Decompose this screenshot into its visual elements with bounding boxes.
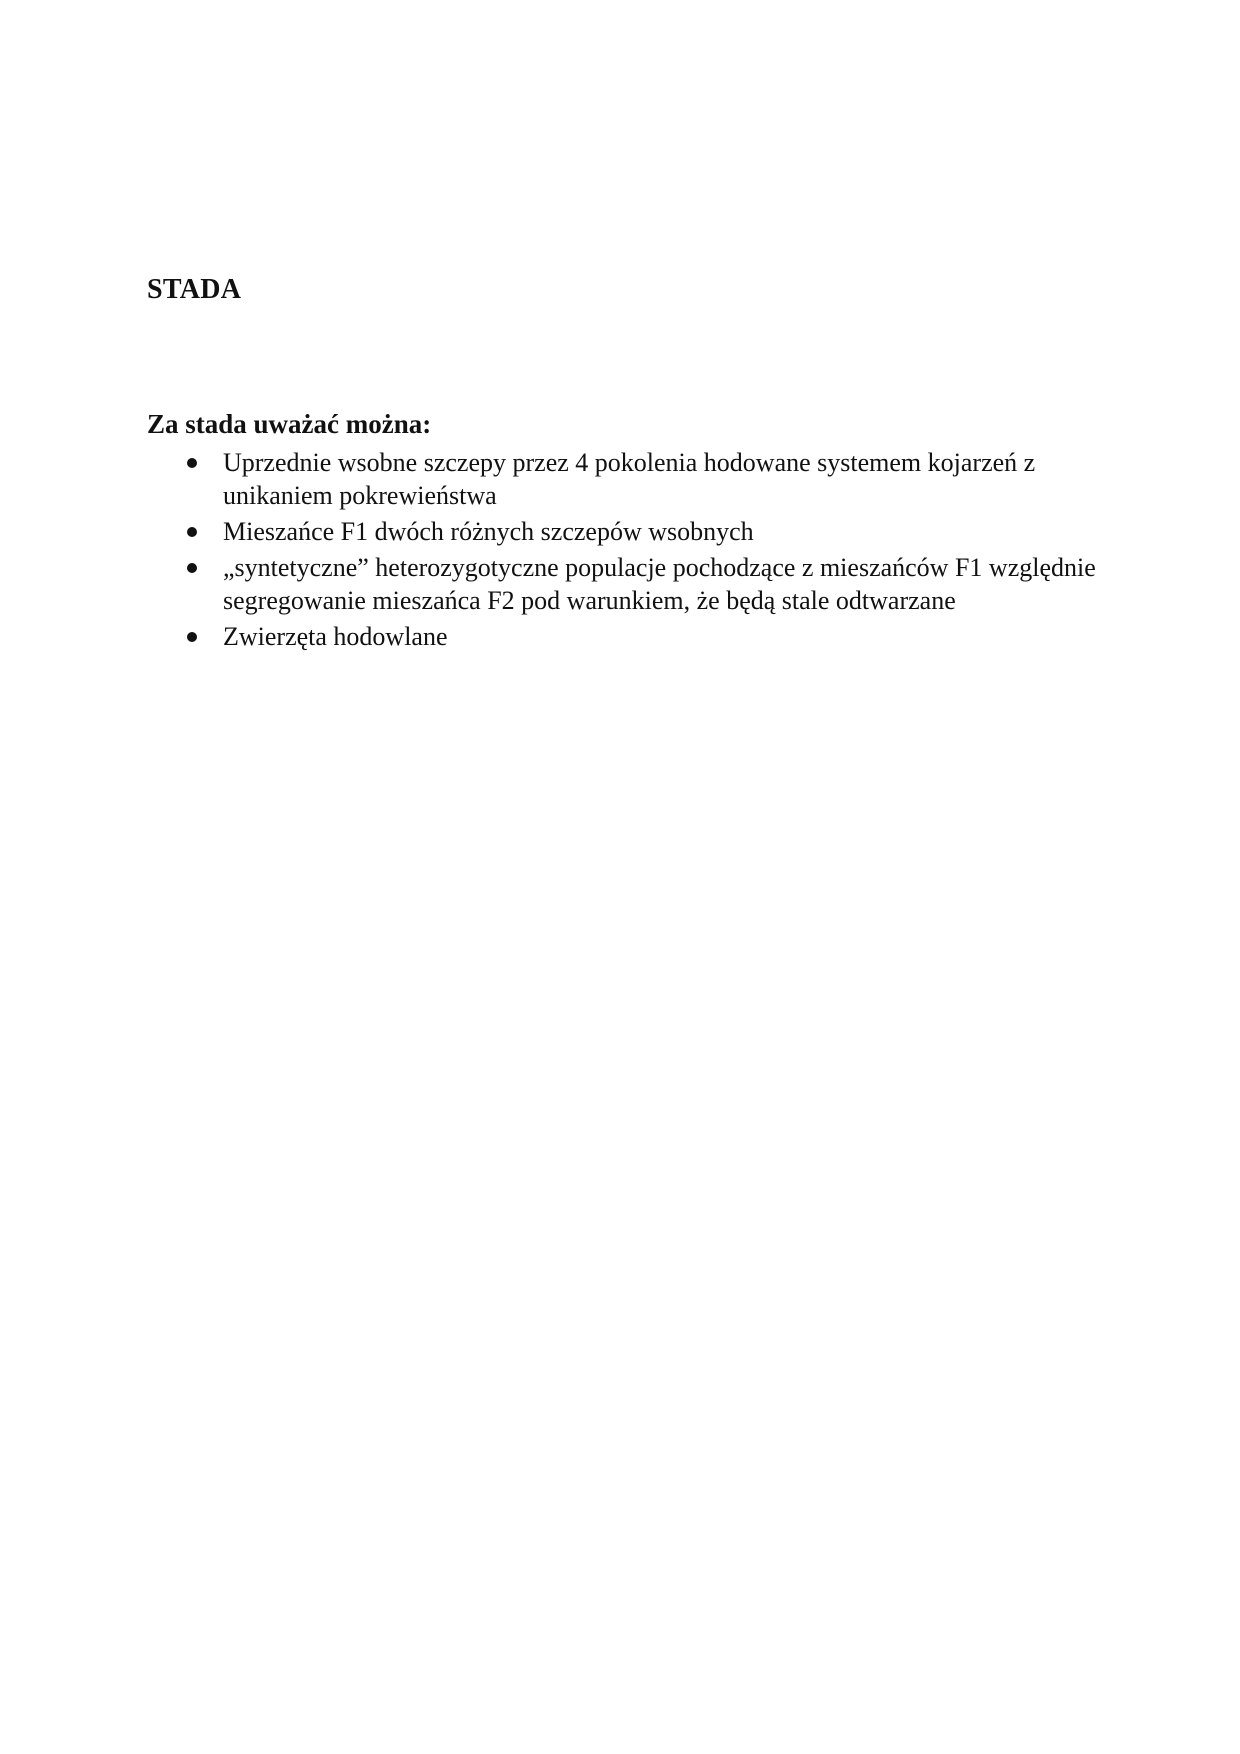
document-title: STADA — [147, 274, 242, 305]
list-item — [147, 515, 1097, 548]
list-item — [147, 446, 1097, 512]
section-heading: Za stada uważać można: — [147, 409, 432, 439]
bullet-icon — [187, 563, 197, 573]
bullet-icon — [187, 458, 197, 468]
list-item-text: Uprzednie wsobne szczepy przez 4 pokolenia hodowane systemem kojarzeń z unikaniem pokrewieństwa — [223, 448, 1036, 510]
list-item-text: Mieszańce F1 dwóch różnych szczepów wsobnych — [223, 517, 754, 546]
bullet-icon — [187, 632, 197, 642]
list-item — [147, 551, 1097, 617]
bullet-icon — [187, 527, 197, 537]
list-item — [147, 620, 1097, 653]
list-item-text: Zwierzęta hodowlane — [223, 622, 448, 651]
bullet-list — [147, 446, 1097, 656]
list-item-text: „syntetyczne” heterozygotyczne populacje pochodzące z mieszańców F1 względnie segregowanie mieszańca F2 pod warunkiem, że będą stale odtwarzane — [223, 553, 1096, 615]
